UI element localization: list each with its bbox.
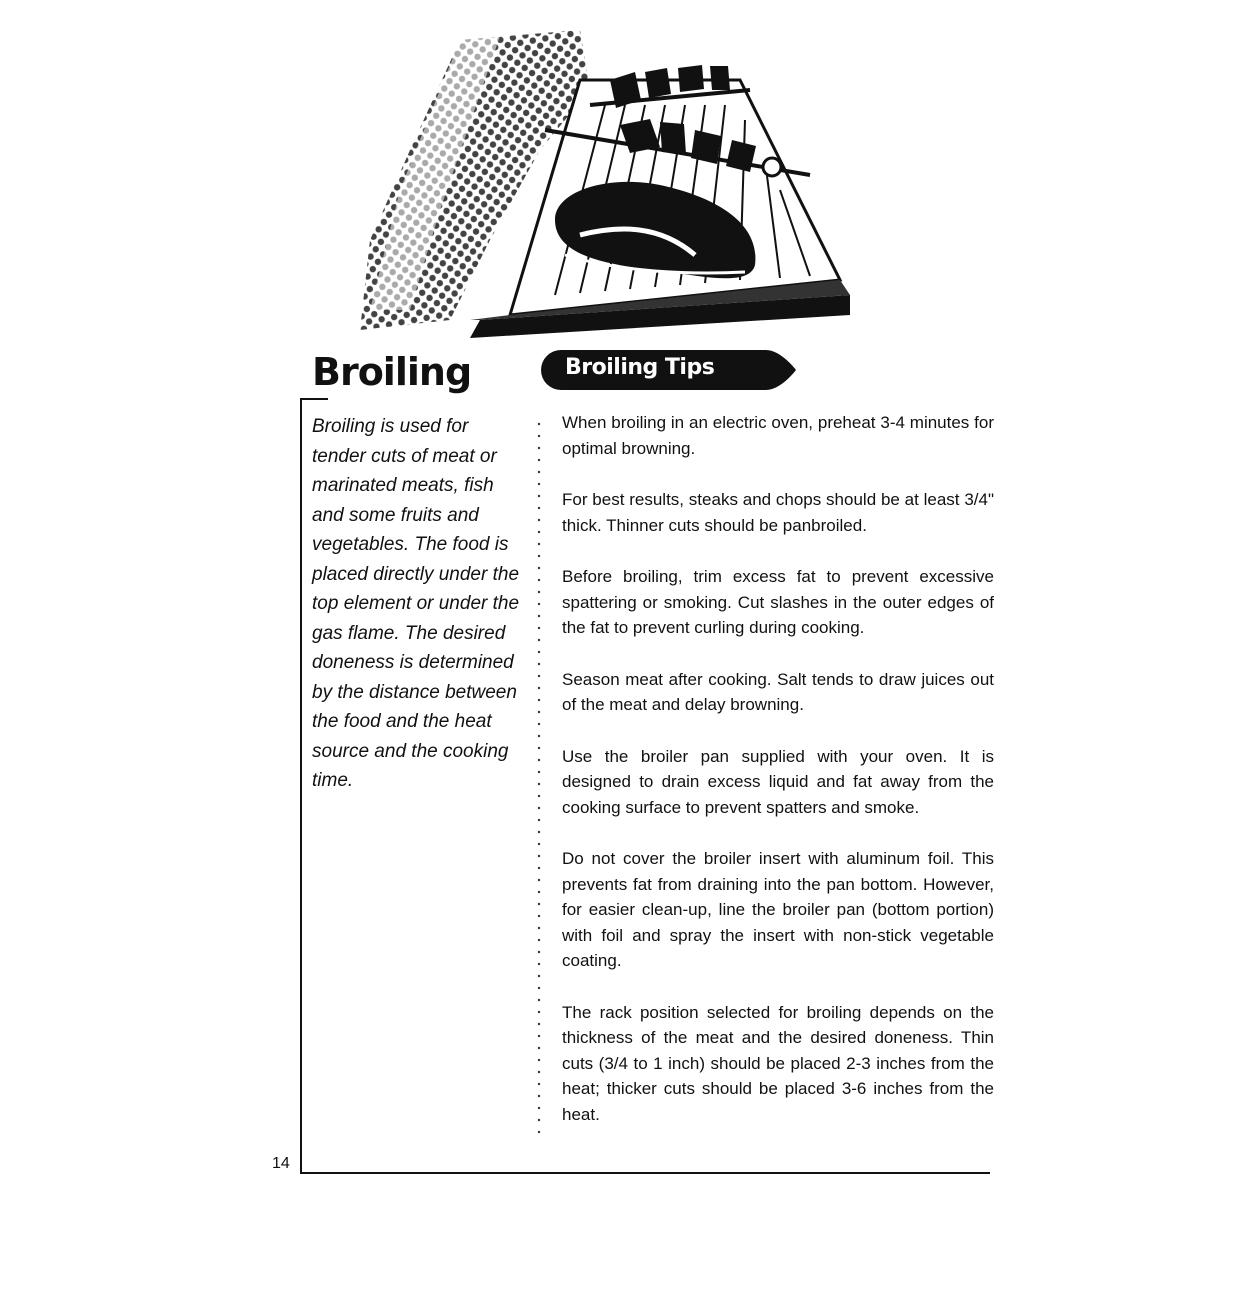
tips-header-label: Broiling Tips xyxy=(565,355,715,380)
tip-item: When broiling in an electric oven, preheat 3-4 minutes for optimal browning. xyxy=(562,413,994,458)
tip-item: Before broiling, trim excess fat to prevent excessive spattering or smoking. Cut slashes in the outer edges of the fat to prevent curling during cooking. xyxy=(562,567,994,637)
dotted-divider xyxy=(537,418,541,1138)
tip-item: Do not cover the broiler insert with aluminum foil. This prevents fat from draining into the pan bottom. However, for easier clean-up, line the broiler pan (bottom portion) with foil and spray the insert with non-stick vegetable coating. xyxy=(562,849,994,970)
tip-item: For best results, steaks and chops should be at least 3/4" thick. Thinner cuts should be panbroiled. xyxy=(562,490,994,535)
tip-item: Use the broiler pan supplied with your oven. It is designed to drain excess liquid and fat away from the cooking surface to prevent spatters and smoke. xyxy=(562,746,994,817)
left-rule-top xyxy=(300,398,328,400)
tip-item: The rack position selected for broiling depends on the thickness of the meat and the desired doneness. Thin cuts (3/4 to 1 inch) should be placed 2-3 inches from the heat; thicker cuts should be placed 3-6 inches from the heat. xyxy=(562,1002,994,1124)
page-title: Broiling xyxy=(312,350,472,394)
tips-header-badge xyxy=(541,350,796,390)
tips-list xyxy=(562,410,994,1153)
tip-item: Season meat after cooking. Salt tends to draw juices out of the meat and delay browning. xyxy=(562,669,994,714)
broiler-pan-steak-kebab-illustration xyxy=(340,10,860,340)
left-vertical-rule xyxy=(300,398,302,1174)
intro-text: Broiling is used for tender cuts of meat or marinated meats, fish and some fruits and vegetables. The food is placed directly under the top element or under the gas flame. The desired doneness is determined by the distance between the food and the heat source and the cooking time. xyxy=(312,416,520,791)
bottom-rule xyxy=(300,1172,990,1174)
page-number: 14 xyxy=(272,1155,290,1172)
